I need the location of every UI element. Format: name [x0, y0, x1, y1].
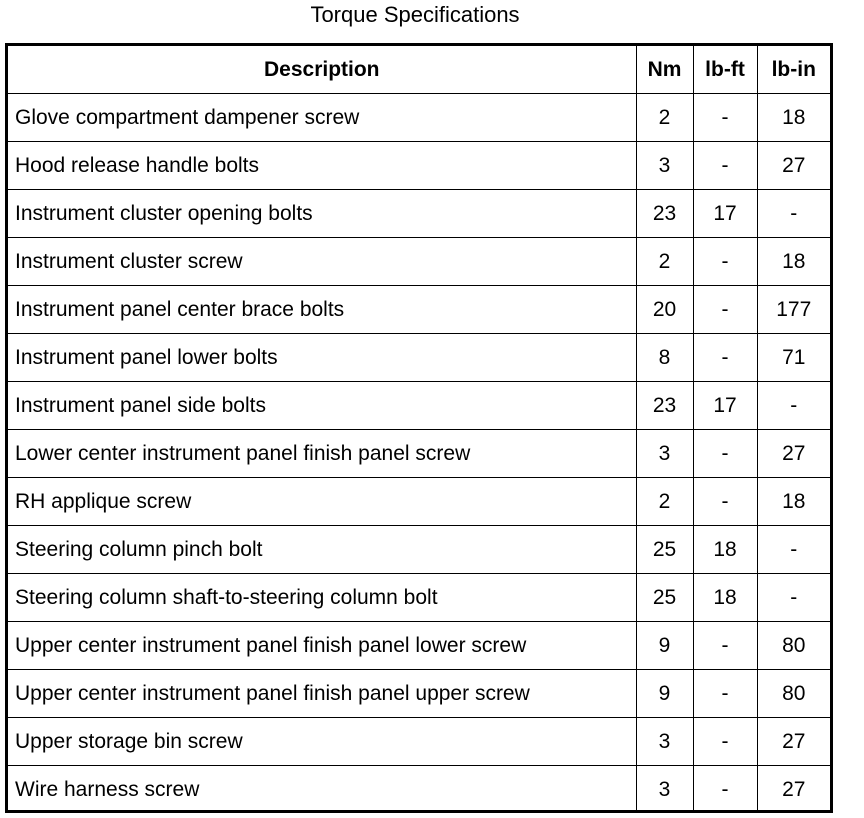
cell-lbin: 177	[757, 286, 830, 334]
cell-nm: 3	[636, 430, 693, 478]
cell-lbft: -	[693, 334, 757, 382]
torque-specifications-table	[8, 46, 830, 813]
cell-lbin: -	[757, 382, 830, 430]
cell-nm: 8	[636, 334, 693, 382]
cell-description: Glove compartment dampener screw	[8, 94, 636, 142]
cell-description: Instrument panel lower bolts	[8, 334, 636, 382]
table-row	[8, 286, 830, 334]
cell-lbft: 18	[693, 574, 757, 622]
cell-lbin: 18	[757, 94, 830, 142]
cell-nm: 20	[636, 286, 693, 334]
cell-description: Upper center instrument panel finish panel lower screw	[8, 622, 636, 670]
cell-description: Upper center instrument panel finish panel upper screw	[8, 670, 636, 718]
cell-lbft: 18	[693, 526, 757, 574]
table-row	[8, 94, 830, 142]
cell-nm: 25	[636, 526, 693, 574]
cell-description: Instrument panel side bolts	[8, 382, 636, 430]
header-lbft: lb-ft	[693, 46, 757, 94]
cell-description: Lower center instrument panel finish panel screw	[8, 430, 636, 478]
cell-lbin: -	[757, 190, 830, 238]
cell-lbin: 18	[757, 238, 830, 286]
header-nm: Nm	[636, 46, 693, 94]
table-row	[8, 382, 830, 430]
table-row	[8, 718, 830, 766]
cell-lbft: -	[693, 94, 757, 142]
cell-description: Instrument panel center brace bolts	[8, 286, 636, 334]
table-row	[8, 478, 830, 526]
table-row	[8, 622, 830, 670]
cell-lbin: 18	[757, 478, 830, 526]
cell-nm: 23	[636, 190, 693, 238]
cell-description: Wire harness screw	[8, 766, 636, 814]
cell-lbft: 17	[693, 190, 757, 238]
table-row	[8, 142, 830, 190]
cell-lbft: -	[693, 766, 757, 814]
table-row	[8, 670, 830, 718]
table-row	[8, 526, 830, 574]
cell-lbin: -	[757, 574, 830, 622]
table-row	[8, 430, 830, 478]
cell-lbin: 27	[757, 766, 830, 814]
cell-lbft: -	[693, 478, 757, 526]
cell-nm: 9	[636, 622, 693, 670]
header-description: Description	[8, 46, 636, 94]
table-title: Torque Specifications	[310, 2, 520, 27]
cell-nm: 2	[636, 478, 693, 526]
table-row	[8, 334, 830, 382]
table-row	[8, 766, 830, 814]
cell-nm: 3	[636, 718, 693, 766]
table-row	[8, 238, 830, 286]
table-header-row	[8, 46, 830, 94]
cell-lbft: -	[693, 622, 757, 670]
cell-lbin: 71	[757, 334, 830, 382]
cell-lbft: -	[693, 142, 757, 190]
cell-lbft: -	[693, 238, 757, 286]
cell-description: Steering column shaft-to-steering column bolt	[8, 574, 636, 622]
cell-nm: 2	[636, 94, 693, 142]
cell-lbft: 17	[693, 382, 757, 430]
cell-lbft: -	[693, 718, 757, 766]
cell-lbin: 27	[757, 142, 830, 190]
cell-description: RH applique screw	[8, 478, 636, 526]
torque-table-frame	[5, 43, 833, 813]
cell-lbin: -	[757, 526, 830, 574]
table-row	[8, 574, 830, 622]
cell-description: Steering column pinch bolt	[8, 526, 636, 574]
cell-description: Instrument cluster screw	[8, 238, 636, 286]
header-lbin: lb-in	[757, 46, 830, 94]
cell-lbin: 80	[757, 670, 830, 718]
cell-lbft: -	[693, 430, 757, 478]
cell-lbin: 27	[757, 430, 830, 478]
cell-nm: 23	[636, 382, 693, 430]
cell-lbin: 27	[757, 718, 830, 766]
cell-description: Instrument cluster opening bolts	[8, 190, 636, 238]
cell-nm: 2	[636, 238, 693, 286]
cell-nm: 3	[636, 142, 693, 190]
cell-description: Hood release handle bolts	[8, 142, 636, 190]
cell-lbft: -	[693, 286, 757, 334]
cell-nm: 9	[636, 670, 693, 718]
cell-lbft: -	[693, 670, 757, 718]
cell-description: Upper storage bin screw	[8, 718, 636, 766]
table-row	[8, 190, 830, 238]
cell-nm: 3	[636, 766, 693, 814]
cell-nm: 25	[636, 574, 693, 622]
cell-lbin: 80	[757, 622, 830, 670]
